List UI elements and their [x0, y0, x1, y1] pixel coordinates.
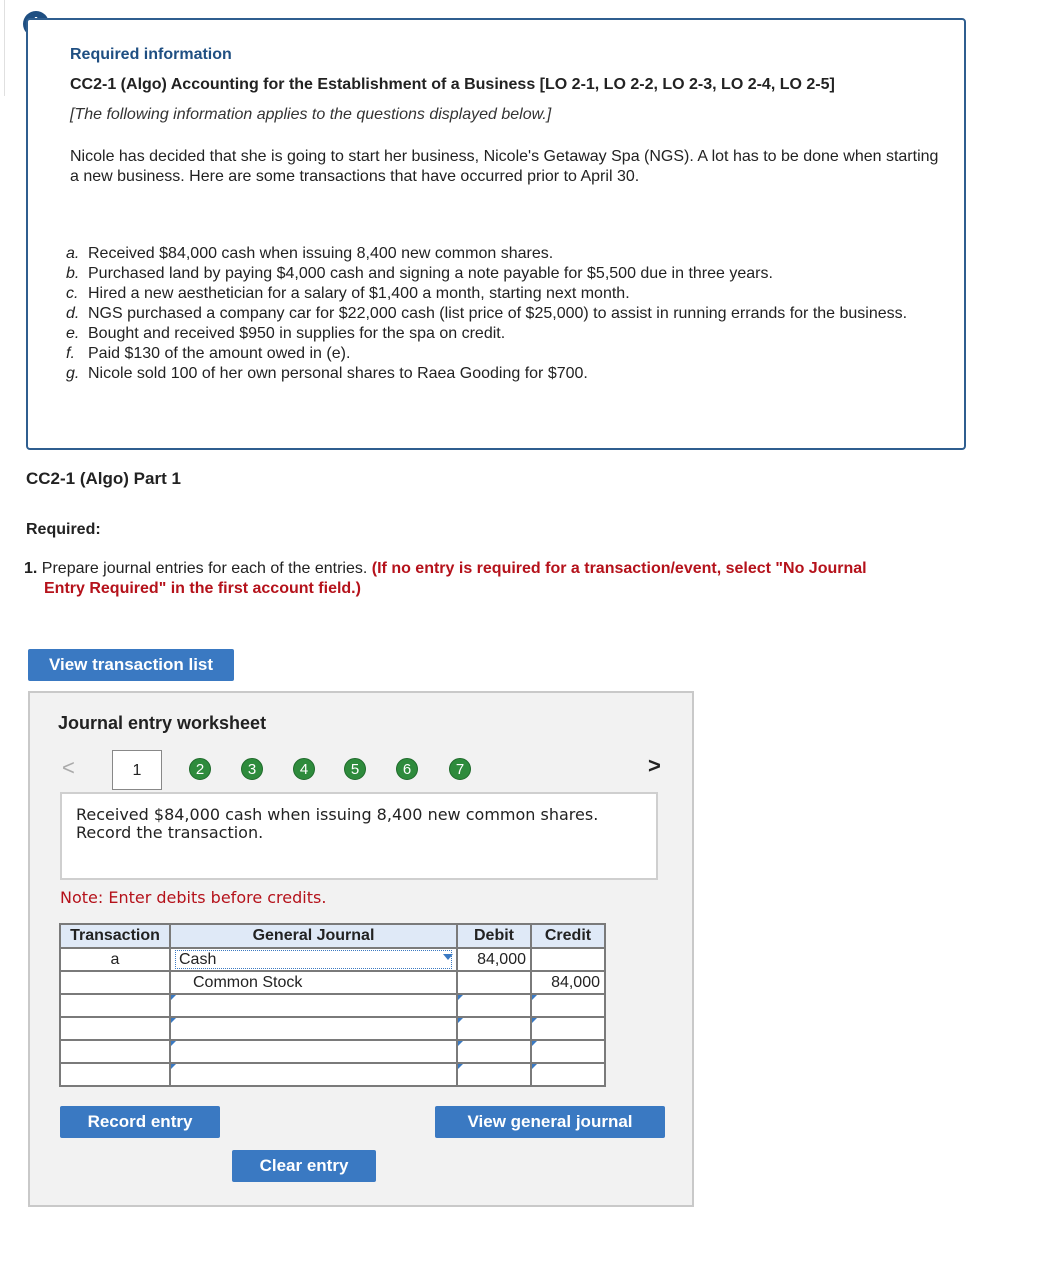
list-item: e. Bought and received $950 in supplies for the spa on credit.	[66, 325, 506, 342]
list-item: c. Hired a new aesthetician for a salary of $1,400 a month, starting next month.	[66, 285, 630, 302]
transaction-list	[66, 244, 946, 384]
credit-input[interactable]: 84,000	[531, 971, 605, 994]
debit-input[interactable]	[457, 971, 531, 994]
list-item: b. Purchased land by paying $4,000 cash and signing a note payable for $5,500 due in three years.	[66, 265, 773, 282]
account-select[interactable]: Common Stock	[170, 971, 457, 994]
debit-credit-note: Note: Enter debits before credits.	[60, 888, 327, 907]
required-label: Required:	[26, 521, 101, 538]
step-2[interactable]: 2	[189, 758, 211, 780]
account-select[interactable]	[170, 994, 457, 1017]
intro-text: Nicole has decided that she is going to start her business, Nicole's Getaway Spa (NGS). A lot has to be done when starting a new business. Here are some transactions that have occurred prior to April 30.	[70, 148, 939, 185]
transaction-cell	[60, 1063, 170, 1086]
credit-input[interactable]	[531, 1040, 605, 1063]
step-7[interactable]: 7	[449, 758, 471, 780]
account-select[interactable]	[170, 1040, 457, 1063]
table-row	[60, 1017, 605, 1040]
table-row	[60, 1063, 605, 1086]
step-4[interactable]: 4	[293, 758, 315, 780]
table-row	[60, 1040, 605, 1063]
debit-input[interactable]: 84,000	[457, 948, 531, 971]
header-general-journal: General Journal	[170, 924, 457, 948]
left-edge-divider	[0, 0, 5, 96]
list-item: g. Nicole sold 100 of her own personal shares to Raea Gooding for $700.	[66, 365, 588, 382]
header-transaction: Transaction	[60, 924, 170, 948]
transaction-cell	[60, 971, 170, 994]
debit-input[interactable]	[457, 1040, 531, 1063]
view-transaction-list-button[interactable]: View transaction list	[28, 649, 234, 681]
part-title: CC2-1 (Algo) Part 1	[26, 469, 181, 488]
worksheet-title: Journal entry worksheet	[58, 713, 267, 733]
clear-entry-button[interactable]: Clear entry	[232, 1150, 376, 1182]
chevron-left-icon[interactable]: <	[62, 755, 75, 780]
header-debit: Debit	[457, 924, 531, 948]
debit-input[interactable]	[457, 994, 531, 1017]
table-row	[60, 994, 605, 1017]
credit-input[interactable]	[531, 1063, 605, 1086]
list-item: d. NGS purchased a company car for $22,000 cash (list price of $25,000) to assist in running errands for the business.	[66, 305, 908, 322]
transaction-cell	[60, 1040, 170, 1063]
table-row	[60, 971, 605, 994]
credit-input[interactable]	[531, 994, 605, 1017]
applies-note: [The following information applies to the questions displayed below.]	[70, 106, 552, 123]
account-select[interactable]	[170, 1063, 457, 1086]
record-entry-button[interactable]: Record entry	[60, 1106, 220, 1138]
list-item: f. Paid $130 of the amount owed in (e).	[66, 345, 351, 362]
step-current[interactable]: 1	[112, 750, 162, 790]
journal-entry-worksheet	[28, 691, 694, 1207]
required-information-panel	[26, 18, 966, 450]
transaction-cell	[60, 1017, 170, 1040]
debit-input[interactable]	[457, 1017, 531, 1040]
table-row	[60, 948, 605, 971]
header-credit: Credit	[531, 924, 605, 948]
step-6[interactable]: 6	[396, 758, 418, 780]
credit-input[interactable]	[531, 1017, 605, 1040]
account-select[interactable]	[170, 1017, 457, 1040]
case-title: CC2-1 (Algo) Accounting for the Establishment of a Business [LO 2-1, LO 2-2, LO 2-3, LO 2-4, LO 2-5]	[70, 76, 835, 93]
step-5[interactable]: 5	[344, 758, 366, 780]
transaction-cell	[60, 994, 170, 1017]
chevron-right-icon[interactable]: >	[648, 753, 661, 778]
journal-table	[59, 923, 606, 1087]
required-info-title: Required information	[70, 46, 232, 63]
list-item: a. Received $84,000 cash when issuing 8,400 new common shares.	[66, 245, 554, 262]
instruction: 1. Prepare journal entries for each of the entries. (If no entry is required for a transaction/event, select "No Journal Entry Required" in the first account field.)	[24, 560, 867, 597]
credit-input[interactable]	[531, 948, 605, 971]
account-select[interactable]: Cash	[170, 948, 457, 971]
step-3[interactable]: 3	[241, 758, 263, 780]
transaction-description: Received $84,000 cash when issuing 8,400 new common shares. Record the transaction.	[60, 792, 658, 880]
chevron-down-icon[interactable]	[443, 954, 453, 960]
transaction-cell: a	[60, 948, 170, 971]
debit-input[interactable]	[457, 1063, 531, 1086]
view-general-journal-button[interactable]: View general journal	[435, 1106, 665, 1138]
